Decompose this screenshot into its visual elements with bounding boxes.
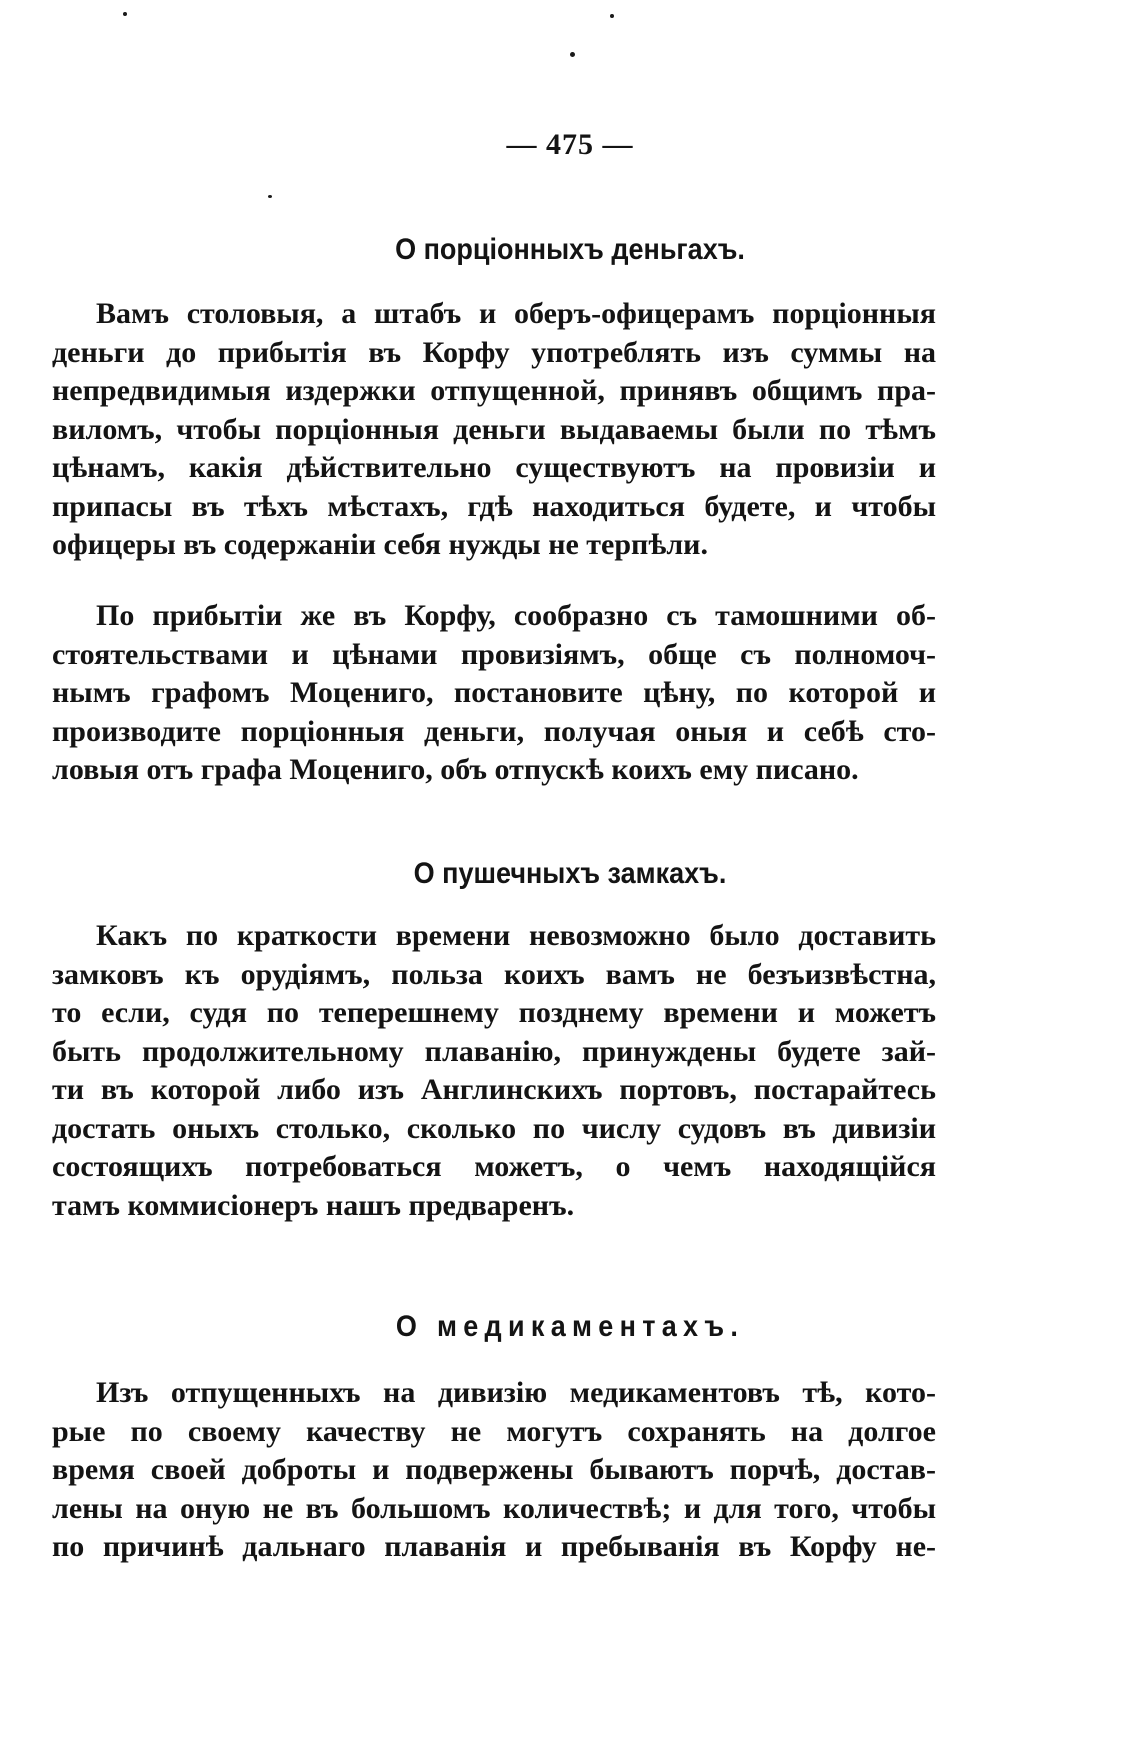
text-line: виломъ, чтобы порціонныя деньги выдаваемы были по тѣмъ: [52, 412, 936, 446]
text-line: быть продолжительному плаванію, принуждены будете зай-: [52, 1034, 936, 1068]
text-line: время своей доброты и подвержены бываютъ порчѣ, достав-: [52, 1453, 936, 1486]
text-line: По прибытіи же въ Корфу, сообразно съ тамошними об-: [96, 599, 936, 632]
scan-speck: [123, 12, 127, 16]
text-line: Изъ отпущенныхъ на дивизію медикаментовъ тѣ, кото-: [96, 1376, 936, 1409]
section-heading-portion-money: О порціонныхъ деньгахъ.: [395, 233, 745, 266]
page-number: — 475 —: [506, 128, 634, 161]
text-line: припасы въ тѣхъ мѣстахъ, гдѣ находиться будете, и чтобы: [52, 489, 936, 523]
section-heading-cannon-locks: О пушечныхъ замкахъ.: [413, 857, 727, 890]
text-line: стоятельствами и цѣнами провизіямъ, обще съ полномоч-: [52, 637, 936, 671]
text-line: Вамъ столовыя, а штабъ и оберъ-офицерамъ порціонныя: [96, 297, 936, 330]
text-line: достать оныхъ столько, сколько по числу судовъ въ дивизіи: [52, 1111, 936, 1145]
text-line: ти въ которой либо изъ Англинскихъ портовъ, постарайтесь: [52, 1073, 936, 1106]
paragraph: [52, 917, 936, 1225]
text-line: Какъ по краткости времени невозможно было доставить: [96, 919, 936, 952]
text-line: тамъ коммисіонеръ нашъ предваренъ.: [52, 1188, 575, 1222]
text-line: производите порціонныя деньги, получая оныя и себѣ сто-: [52, 714, 936, 748]
text-line: рые по своему качеству не могутъ сохранять на долгое: [52, 1414, 936, 1448]
scan-speck: [570, 52, 575, 57]
text-line: деньги до прибытія въ Корфу употреблять изъ суммы на: [52, 335, 936, 369]
text-line: нымъ графомъ Моцениго, постановите цѣну, по которой и: [52, 676, 936, 709]
text-line: состоящихъ потребоваться можетъ, о чемъ находящійся: [52, 1150, 936, 1183]
text-line: лены на оную не въ большомъ количествѣ; и для того, чтобы: [52, 1491, 936, 1525]
text-line: то если, судя по теперешнему позднему времени и можетъ: [52, 996, 936, 1029]
paragraph: [52, 295, 936, 565]
text-line: непредвидимыя издержки отпущенной, принявъ общимъ пра-: [52, 374, 936, 407]
text-line: замковъ къ орудіямъ, польза коихъ вамъ не безъизвѣстна,: [52, 957, 936, 991]
text-line: цѣнамъ, какія дѣйствительно существуютъ на провизіи и: [52, 451, 936, 484]
text-line: по причинѣ дальнаго плаванія и пребыванія въ Корфу не-: [52, 1530, 936, 1563]
paragraph: [52, 597, 936, 790]
scan-speck: [610, 14, 614, 18]
scan-speck: [268, 195, 272, 198]
section-heading-medicines: О медикаментахъ.: [395, 1310, 745, 1343]
text-line: офицеры въ содержаніи себя нужды не терпѣли.: [52, 528, 708, 561]
paragraph: [52, 1374, 936, 1567]
text-line: ловыя отъ графа Моцениго, объ отпускѣ коихъ ему писано.: [52, 753, 859, 786]
